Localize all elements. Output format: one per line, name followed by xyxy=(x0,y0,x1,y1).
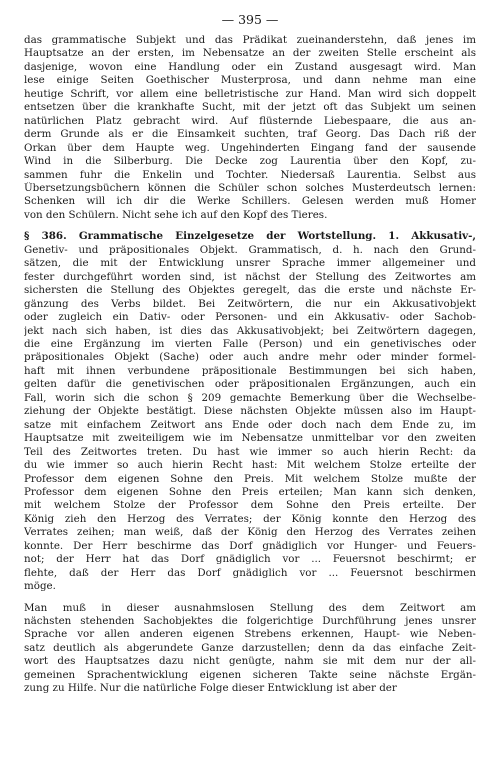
text-line: möge. xyxy=(24,580,56,593)
text-line: ziehung der Objekte bestätigt. Diese nächsten Objekte müssen also im Haupt- xyxy=(24,405,476,418)
page-body xyxy=(24,34,476,696)
page-number: — 395 — xyxy=(221,12,279,27)
text-line: natürlichen Platz gebracht wird. Auf flüsternde Liebespaare, die aus an- xyxy=(24,114,476,127)
text-line: Professor dem eigenen Sohne den Preis. Mit welchem Stolze mußte der xyxy=(24,472,476,485)
text-line: sichersten die Stellung des Objektes geregelt, das die erste und nächste Er- xyxy=(24,284,476,297)
text-line: jekt nach sich haben, ist dies das Akkusativobjekt; bei Zeitwörtern dagegen, xyxy=(24,324,476,337)
text-line: Sprache vor allen anderen eigenen Strebens erkennen, Haupt- wie Neben- xyxy=(24,628,476,641)
text-line: Hauptsatze mit zweiteiligem wie im Nebensatze unmittelbar vor den zweiten xyxy=(24,432,476,445)
text-line: oder zugleich ein Dativ- oder Personen- und ein Akkusativ- oder Sachob- xyxy=(24,311,476,324)
text-line: haft mit ihnen verbundene präpositionale Bestimmungen bei sich haben, xyxy=(24,364,476,377)
text-line: gänzung des Verbs bildet. Bei Zeitwörtern, die nur ein Akkusativobjekt xyxy=(24,297,476,310)
text-line: konnte. Der Herr beschirme das Dorf gnädiglich vor Hunger- und Feuers- xyxy=(24,539,476,552)
text-line: nächsten stehenden Sachobjektes die folgerichtige Durchführung jenes unsrer xyxy=(24,615,476,628)
text-line: Fall, worin sich die schon § 209 gemachte Bemerkung über die Wechselbe- xyxy=(24,391,476,404)
text-line: fester durchgeführt worden sind, ist nächst der Stellung des Zeitwortes am xyxy=(24,270,476,283)
text-line: sammen fuhr die Enkelin und Tochter. Niedersaß Laurentia. Selbst aus xyxy=(24,168,476,181)
text-line: die eine Ergänzung im vierten Falle (Person) und ein genetivisches oder xyxy=(24,337,476,350)
paragraph xyxy=(24,602,476,696)
text-line: gelten dafür die genetivischen oder präpositionalen Ergänzungen, auch ein xyxy=(24,378,476,391)
text-line: Hauptsatze an der ersten, im Nebensatze an der zweiten Stelle erscheint als xyxy=(24,47,476,60)
text-line: satze mit einfachem Zeitwort ans Ende oder doch nach dem Ende zu, im xyxy=(24,418,476,431)
text-line: präpositionales Objekt (Sache) oder auch andre mehr oder minder formel- xyxy=(24,351,476,364)
text-line: flehte, daß der Herr das Dorf gnädiglich vor ... Feuersnot beschirmen xyxy=(24,566,476,579)
text-line: Wind in die Silberburg. Die Decke zog Laurentia über den Kopf, zu- xyxy=(24,155,476,168)
text-line: wort des Hauptsatzes dazu nicht genügte, nahm sie mit dem nur der all- xyxy=(24,655,476,668)
text-line: Übersetzungsbüchern können die Schüler schon solches Musterdeutsch lernen: xyxy=(24,181,476,194)
paragraph-gap xyxy=(24,222,476,230)
text-line: Teil des Zeitwortes treten. Du hast wie immer so auch hierin Recht: da xyxy=(24,445,476,458)
text-line: zung zu Hilfe. Nur die natürliche Folge dieser Entwicklung ist aber der xyxy=(24,682,397,695)
text-line: König zieh den Herzog des Verrates; der König konnte den Herzog des xyxy=(24,512,476,525)
text-line: heutige Schrift, vor allem eine belletristische zur Hand. Man wird sich doppelt xyxy=(24,87,476,100)
text-line: Genetiv- und präpositionales Objekt. Grammatisch, d. h. nach den Grund- xyxy=(24,243,476,256)
paragraph xyxy=(24,34,476,222)
paragraph xyxy=(24,230,476,593)
paragraph-gap xyxy=(24,594,476,602)
text-line: Man muß in dieser ausnahmslosen Stellung des dem Zeitwort am xyxy=(24,601,476,614)
text-line: Professor dem eigenen Sohne den Preis erteilen; Man kann sich denken, xyxy=(24,485,476,498)
text-line: dasjenige, wovon eine Handlung oder ein Zustand ausgesagt wird. Man xyxy=(24,60,476,73)
text-line: not; der Herr hat das Dorf gnädiglich vor ... Feuersnot beschirmt; er xyxy=(24,553,476,566)
text-line: sätzen, die mit der Entwicklung unsrer Sprache immer allgemeiner und xyxy=(24,257,476,270)
text-line: das grammatische Subjekt und das Prädikat zueinanderstehn, daß jenes im xyxy=(24,34,476,46)
text-line: derm Grunde als er die Einsamkeit suchten, traf Georg. Das Dach riß der xyxy=(24,128,476,141)
text-line: lese einige Seiten Goethischer Musterprosa, und dann nehme man eine xyxy=(24,74,476,87)
text-line: gemeinen Sprachentwicklung eigenen sicheren Takte seine nächste Ergän- xyxy=(24,668,476,681)
text-line: du wie immer so auch hierin Recht hast: Mit welchem Stolze erteilte der xyxy=(24,459,476,472)
section-heading: § 386. Grammatische Einzelgesetze der Wortstellung. 1. Akkusativ-, xyxy=(24,230,476,243)
text-line: von den Schülern. Nicht sehe ich auf den Kopf des Tieres. xyxy=(24,208,328,221)
text-line: Schenken will ich dir die Werke Schillers. Gelesen werden muß Homer xyxy=(24,195,476,208)
text-line: Orkan über dem Haupte weg. Ungehinderten Eingang fand der sausende xyxy=(24,141,476,154)
text-line: entsetzen über die krankhafte Sucht, mit der jetzt oft das Subjekt um seinen xyxy=(24,101,476,114)
text-line: mit welchem Stolze der Professor dem Sohne den Preis erteilte. Der xyxy=(24,499,476,512)
text-line: satz deutlich als abgerundete Ganze darzustellen; denn da das einfache Zeit- xyxy=(24,641,476,654)
text-line: Verrates zeihen; man weiß, daß der König den Herzog des Verrates zeihen xyxy=(24,526,476,539)
